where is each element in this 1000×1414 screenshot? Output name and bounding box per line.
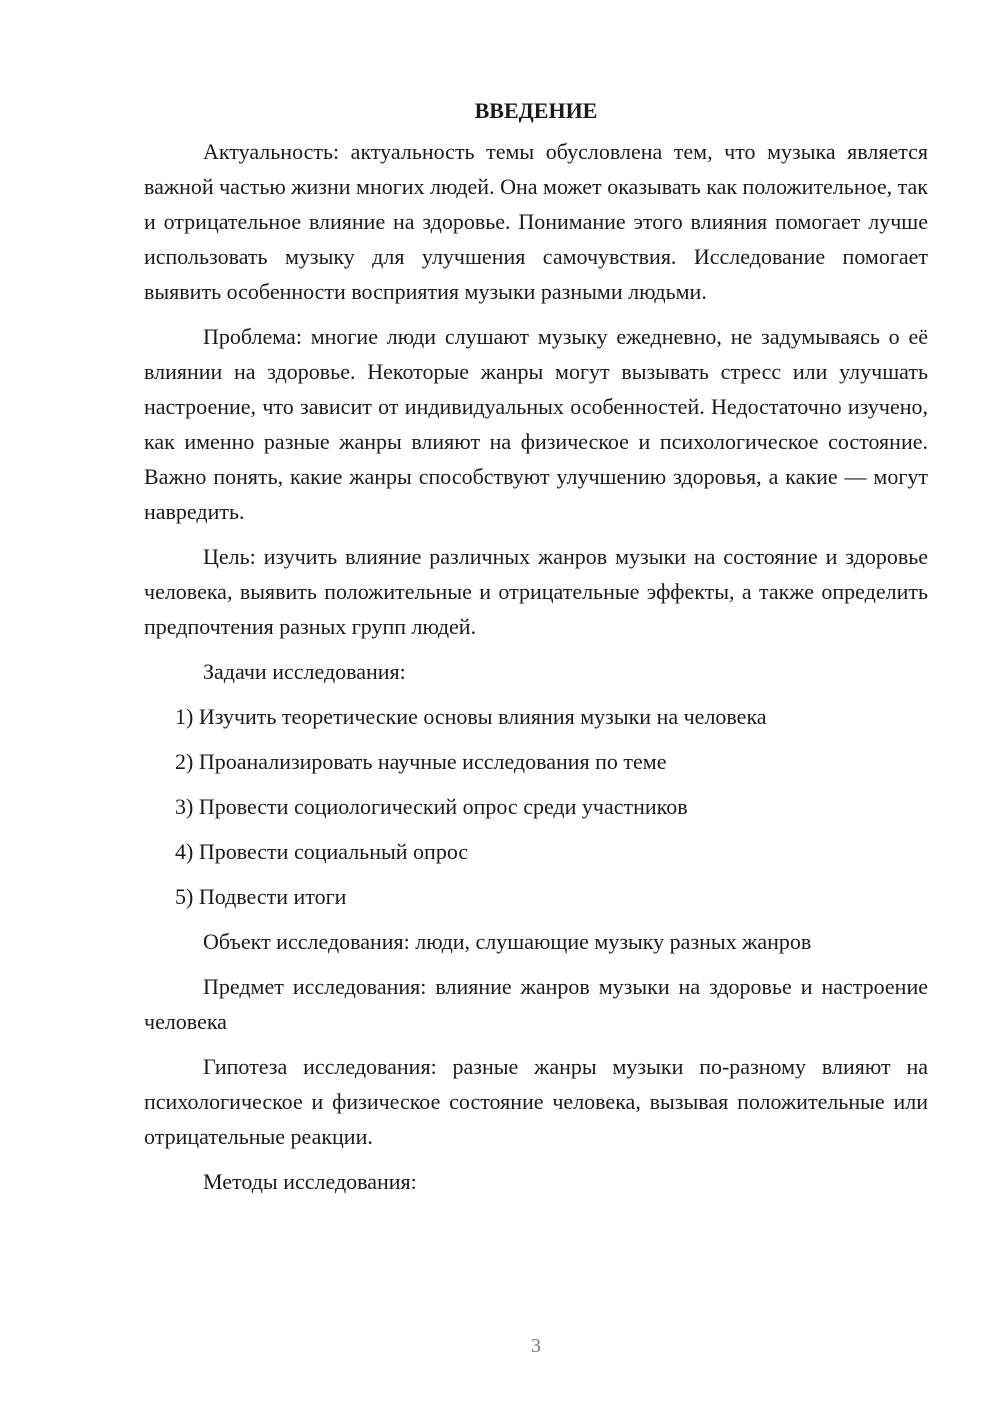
task-item-5: 5) Подвести итоги — [175, 884, 347, 909]
methods-heading: Методы исследования: — [203, 1169, 417, 1194]
research-object: Объект исследования: люди, слушающие музыку разных жанров — [203, 929, 812, 954]
goal-paragraph: Цель: изучить влияние различных жанров музыки на состояние и здоровье человека, выявить положительные и отрицательные эффекты, а также определить предпочтения разных групп людей. — [144, 544, 928, 639]
relevance-paragraph: Актуальность: актуальность темы обусловлена тем, что музыка является важной частью жизни многих людей. Она может оказывать как положительное, так и отрицательное влияние на здоровье. Понимание этого влияния помогает лучше использовать музыку для улучшения самочувствия. Исследование помогает выявить особенности восприятия музыки разными людьми. — [144, 139, 928, 304]
page-number: 3 — [531, 1335, 541, 1357]
problem-paragraph: Проблема: многие люди слушают музыку ежедневно, не задумываясь о её влиянии на здоровье. Некоторые жанры могут вызывать стресс или улучшать настроение, что зависит от индивидуальных особенностей. Недостаточно изучено, как именно разные жанры влияют на физическое и психологическое состояние. Важно понять, какие жанры способствуют улучшению здоровья, а какие — могут навредить. — [144, 324, 928, 524]
task-item-3: 3) Провести социологический опрос среди участников — [175, 794, 688, 819]
task-item-2: 2) Проанализировать научные исследования по теме — [175, 749, 667, 774]
research-subject: Предмет исследования: влияние жанров музыки на здоровье и настроение человека — [144, 974, 928, 1034]
tasks-heading: Задачи исследования: — [203, 659, 406, 684]
task-item-1: 1) Изучить теоретические основы влияния музыки на человека — [175, 704, 767, 729]
research-hypothesis: Гипотеза исследования: разные жанры музыки по-разному влияют на психологическое и физическое состояние человека, вызывая положительные или отрицательные реакции. — [144, 1054, 928, 1149]
page-title: ВВЕДЕНИЕ — [474, 98, 598, 123]
task-item-4: 4) Провести социальный опрос — [175, 839, 469, 864]
tasks-list — [144, 699, 928, 914]
page-content — [144, 96, 928, 1209]
